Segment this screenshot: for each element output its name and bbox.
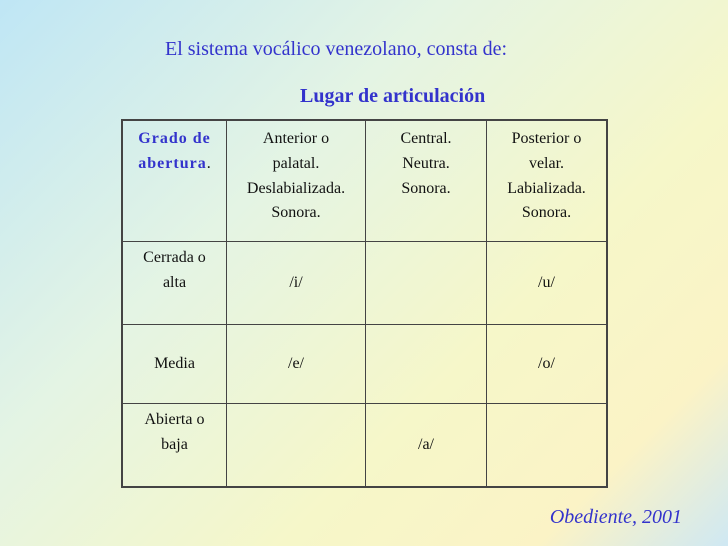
header-anterior-line3: Deslabializada. (246, 179, 346, 197)
table-row-cerrada (122, 242, 607, 325)
source-credit: Obediente, 2001 (549, 506, 682, 528)
cell-abierta-central: /a/ (366, 404, 487, 488)
header-central-line1: Central. (400, 130, 452, 147)
cell-media-posterior: /o/ (487, 325, 608, 404)
header-anterior-line4: Sonora. (271, 204, 321, 222)
cell-abierta-posterior (487, 404, 608, 488)
header-posterior-line4: Sonora. (521, 204, 572, 222)
table-row-abierta (122, 404, 607, 488)
cell-media-anterior: /e/ (227, 325, 366, 404)
grade-label-line2: abertura (138, 154, 207, 172)
table-row-media (122, 325, 607, 404)
header-posterior-line3: Labializada. (507, 179, 586, 197)
header-central-line3: Sonora. (401, 179, 451, 197)
header-posterior (487, 120, 608, 242)
header-anterior-line1: Anterior o (262, 130, 330, 147)
cell-media-central (366, 325, 487, 404)
slide-title: El sistema vocálico venezolano, consta de: (165, 38, 508, 60)
grade-label-period: . (206, 154, 211, 172)
row-label-abierta: Abierta o baja (122, 404, 227, 488)
cell-abierta-anterior (227, 404, 366, 488)
corner-header-cell (122, 120, 227, 242)
row-label-media: Media (122, 325, 227, 404)
table-header-row (122, 120, 607, 242)
table-subtitle: Lugar de articulación (300, 85, 486, 107)
header-central (366, 120, 487, 242)
grade-label-line1: Grado de (138, 130, 211, 147)
cell-cerrada-posterior: /u/ (487, 242, 608, 325)
header-posterior-line2: velar. (528, 154, 565, 172)
header-central-line2: Neutra. (402, 154, 450, 172)
header-anterior-line2: palatal. (272, 154, 320, 172)
row-label-cerrada: Cerrada o alta (122, 242, 227, 325)
header-anterior (227, 120, 366, 242)
cell-cerrada-anterior: /i/ (227, 242, 366, 325)
header-posterior-line1: Posterior o (511, 130, 582, 147)
vowel-table (121, 119, 608, 488)
cell-cerrada-central (366, 242, 487, 325)
